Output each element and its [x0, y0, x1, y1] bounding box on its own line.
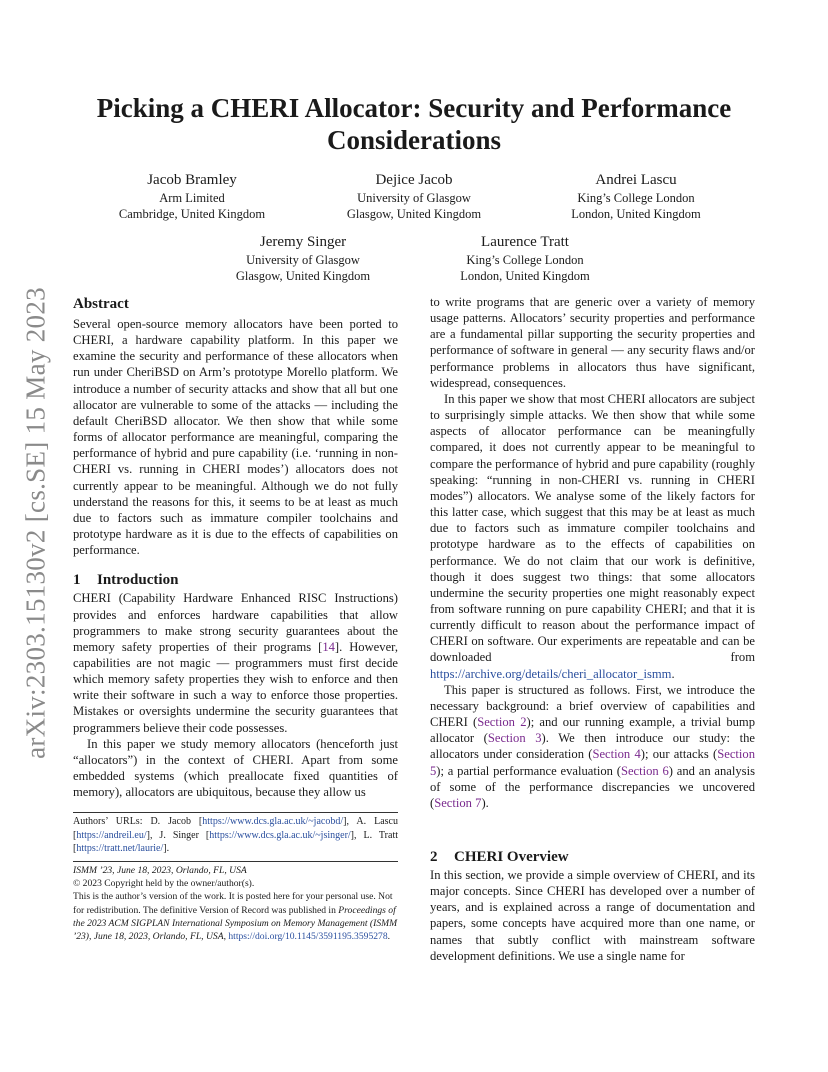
- author-name: Andrei Lascu: [595, 172, 677, 188]
- author-block-4: [183, 232, 423, 284]
- section-2-link[interactable]: Section 2: [477, 715, 527, 730]
- right-column: [430, 294, 755, 964]
- author-urls-footnote: [73, 812, 398, 856]
- url-link[interactable]: https://andreil.eu/: [76, 829, 147, 841]
- author-location: Cambridge, United Kingdom: [118, 207, 266, 221]
- author-block-3: [516, 170, 756, 222]
- text-run: Authors’ URLs: D. Jacob [: [73, 816, 203, 827]
- conference-rule: [73, 861, 398, 862]
- conference-notice: [73, 861, 398, 943]
- copyright-line: © 2023 Copyright held by the owner/author(s).: [73, 878, 255, 890]
- artifact-url-link[interactable]: https://archive.org/details/cheri_allocator_ismm: [430, 666, 672, 681]
- conference-venue: ISMM ’23, June 18, 2023, Orlando, FL, USA: [73, 865, 247, 876]
- section-1-heading: [73, 570, 398, 590]
- intro-paragraph-1: [73, 590, 398, 735]
- text-run: ); our attacks (: [640, 747, 718, 762]
- text-run: ) and an analysis of some of the performance discrepancies we uncovered (: [430, 763, 755, 810]
- author-name: Laurence Tratt: [481, 234, 569, 250]
- text-run: .: [671, 666, 675, 681]
- abstract-heading: Abstract: [73, 296, 129, 312]
- section-number: 2: [430, 849, 438, 865]
- intro-paragraph-4: [430, 391, 755, 682]
- text-run: ); and our running example, a trivial bump allocator (: [430, 715, 756, 746]
- section-6-link[interactable]: Section 6: [620, 763, 669, 778]
- section-number: 1: [73, 572, 81, 589]
- author-location: London, United Kingdom: [571, 207, 701, 221]
- author-name: Dejice Jacob: [375, 172, 453, 188]
- intro-paragraph-3: to write programs that are generic over a variety of memory usage patterns. Allocators’ security properties and performance are a fundamental pillar supporting the security properties and performance of software in general — any security flaws and/or performance problems in allocators thus have significant, widespread, consequences.: [430, 295, 755, 390]
- section-7-link[interactable]: Section 7: [434, 795, 482, 810]
- author-affiliation: University of Glasgow: [357, 191, 471, 205]
- author-name: Jacob Bramley: [147, 172, 237, 188]
- author-name: Jeremy Singer: [259, 234, 347, 250]
- author-location: London, United Kingdom: [460, 269, 590, 283]
- section-3-link[interactable]: Section 3: [487, 731, 542, 746]
- text-run: ).: [481, 795, 489, 810]
- section-4-link[interactable]: Section 4: [592, 747, 641, 762]
- version-notice: [73, 890, 398, 943]
- text-run: This is the author’s version of the work. It is posted here for your personal use. Not for redistribution. The definitive Version of Record was published in: [73, 891, 393, 916]
- text-run: ], A. Lascu [: [73, 816, 398, 841]
- author-location: Glasgow, United Kingdom: [235, 269, 371, 283]
- author-block-2: [294, 170, 534, 222]
- text-run: ].: [163, 843, 170, 854]
- doi-link[interactable]: https://doi.org/10.1145/3591195.3595278: [228, 931, 388, 943]
- text-run: ], L. Tratt [: [73, 829, 398, 854]
- proceedings-title: Proceedings of the 2023 ACM SIGPLAN International Symposium on Memory Management (ISMM ’23), June 18, 2023, Orlando, FL, USA: [73, 904, 398, 943]
- text-run: ,: [223, 931, 229, 943]
- abstract-text: Several open-source memory allocators have been ported to CHERI, a hardware capability platform. In this paper we examine the security and performance of these allocators when run under CheriBSD on Arm’s prototype Morello platform. We introduce a number of security attacks and show that all but one allocator are vulnerable to some of the attacks — including the default CheriBSD allocator. We then show that while some forms of allocator performance are meaningful, comparing the performance of hybrid and pure capability (i.e. ‘running in non-CHERI vs. running in CHERI modes’) allocators does not currently appear to be meaningful. Although we do not fully understand the reasons for this, it seems to be at least as much due to factors such as immature compiler toolchains and prototype hardware as it is due to the effects of capabilities on performance.: [73, 317, 398, 558]
- author-affiliation: King’s College London: [466, 253, 584, 267]
- section-title: CHERI Overview: [454, 849, 569, 865]
- author-block-5: [405, 232, 645, 284]
- arxiv-id: arXiv:2303.15130v2 [cs.SE] 15 May 2023: [20, 287, 51, 759]
- url-link[interactable]: https://www.dcs.gla.ac.uk/~jacobd/: [202, 816, 344, 827]
- text-run: In this paper we show that most CHERI allocators are subject to surprisingly simple attacks. We then show that while some aspects of allocator performance can be meaningfully compared, it does not currently appear to be meaningful to compare the performance of hybrid and pure capability (roughly speaking: “running in non-CHERI vs. running in CHERI modes”) allocators. We analyse some of the likely factors for this latter case, which suggest that this may be at least as much due to factors such as immature compiler toolchains and prototype hardware as to the effects of capabilities on performance. We do not claim that our work is definitive, though it does suggest two things: that some allocators undermine the security properties one might reasonably expect from software running on pure capability CHERI; and that it is currently difficult to reason about the performance impact of CHERI on software. Our experiments are repeatable and can be downloaded from: [430, 391, 755, 665]
- intro-paragraph-2: In this paper we study memory allocators (henceforth just “allocators”) in the context of CHERI. Apart from some embedded systems (which preallocate fixed quantities of memory), allocators are ubiquitous, because they allow us: [73, 736, 398, 800]
- author-affiliation: University of Glasgow: [246, 253, 360, 267]
- url-link[interactable]: https://www.dcs.gla.ac.uk/~jsinger/: [209, 829, 351, 841]
- url-link[interactable]: https://tratt.net/laurie/: [76, 843, 164, 854]
- author-affiliation: King’s College London: [577, 191, 695, 205]
- section-title: Introduction: [97, 572, 179, 589]
- text-run: This paper is structured as follows. First, we introduce the necessary background: a brief overview of capabilities and CHERI (: [430, 682, 755, 730]
- title-line-1: Picking a CHERI Allocator: Security and Performance: [96, 93, 732, 123]
- section-5-link[interactable]: Section 5: [430, 747, 755, 778]
- title-line-2: Considerations: [326, 125, 502, 155]
- intro-paragraph-5: [430, 682, 755, 811]
- author-affiliation: Arm Limited: [159, 191, 225, 205]
- author-location: Glasgow, United Kingdom: [346, 207, 482, 221]
- left-column: [73, 294, 398, 800]
- section-2-heading: [430, 847, 755, 867]
- footnote-rule: [73, 812, 398, 813]
- arxiv-sidebar-stamp: [22, 283, 50, 763]
- text-run: ). We then introduce our study: the allocators under consideration (: [430, 731, 755, 762]
- text-run: ); a partial performance evaluation (: [436, 763, 621, 778]
- text-run: .: [387, 931, 391, 943]
- author-block-1: [72, 170, 312, 222]
- text-run: CHERI (Capability Hardware Enhanced RISC Instructions) provides and enforces hardware capabilities that allow programmers to make strong security guarantees about the memory safety properties of their programs [: [73, 591, 398, 654]
- text-run: ], J. Singer [: [146, 829, 210, 841]
- paper-title: [60, 92, 768, 156]
- citation-link[interactable]: 14: [322, 639, 335, 654]
- overview-paragraph-1: In this section, we provide a simple overview of CHERI, and its major concepts. Since CHERI has developed over a number of years, and is explained across a range of documentation and papers, some concepts have acquired more than one name, or names that subtly conflict with mainstream software development definitions. We use a single name for: [430, 868, 755, 963]
- text-run: ]. However, capabilities are not magic — programmers must first decide which memory safety properties they wish to enforce and then write their software in such a way to enforce those properties. Mistakes or oversights undermine the security guarantees that programmers believe their code possesses.: [73, 639, 398, 735]
